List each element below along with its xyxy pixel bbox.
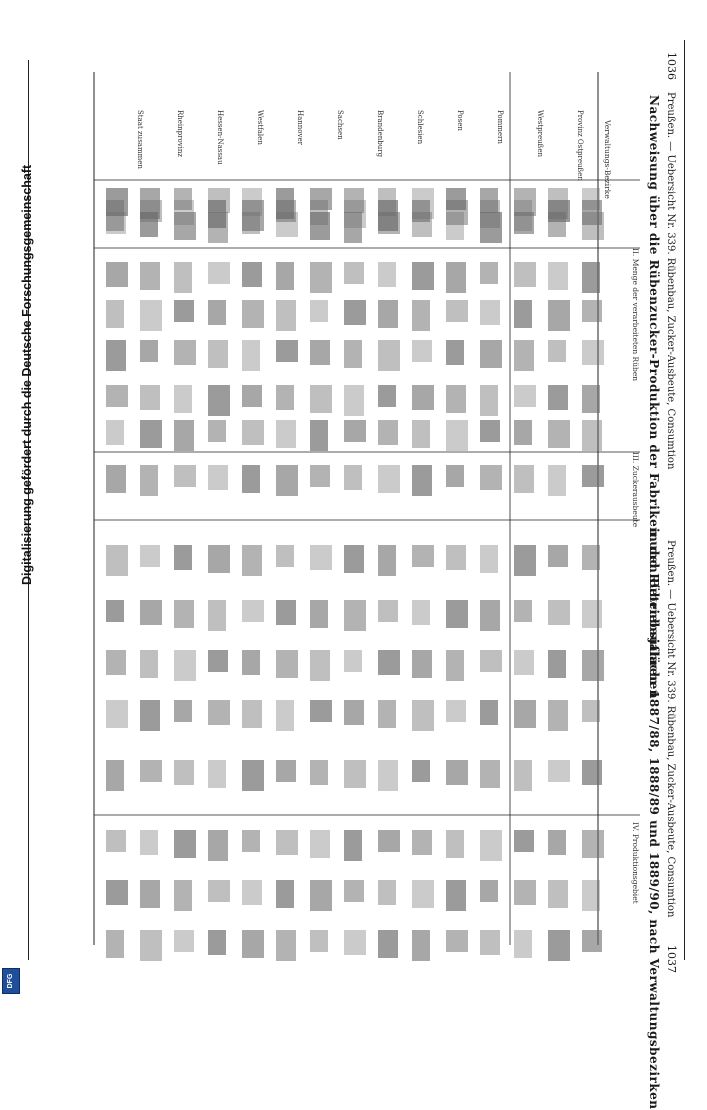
numeric-cell	[174, 650, 196, 681]
numeric-cell	[378, 880, 396, 905]
numeric-cell	[412, 300, 430, 331]
numeric-cell	[378, 385, 396, 407]
numeric-cell	[344, 830, 362, 861]
publication-header-left: Preußen. — Uebersicht Nr. 339. Rübenbau, Zucker-Ausbeute, Consumtion	[665, 92, 676, 470]
numeric-cell	[582, 420, 602, 451]
numeric-cell	[344, 420, 366, 442]
numeric-cell	[140, 650, 158, 678]
numeric-cell	[106, 830, 126, 852]
numeric-cell	[242, 930, 264, 958]
numeric-cell	[446, 340, 464, 365]
numeric-cell	[310, 465, 330, 487]
numeric-cell	[514, 340, 534, 371]
numeric-cell	[276, 465, 298, 496]
numeric-cell	[276, 930, 296, 961]
numeric-cell	[582, 545, 600, 570]
numeric-cell	[310, 385, 332, 413]
numeric-cell	[514, 262, 536, 287]
numeric-cell	[514, 930, 532, 958]
numeric-cell	[276, 420, 296, 448]
numeric-cell	[514, 420, 532, 445]
numeric-cell	[140, 700, 160, 731]
numeric-cell	[412, 880, 434, 908]
numeric-cell	[174, 212, 196, 240]
numeric-cell	[276, 760, 296, 782]
numeric-cell	[344, 700, 364, 725]
numeric-cell	[242, 880, 262, 905]
numeric-cell	[106, 650, 126, 675]
numeric-cell	[344, 760, 366, 788]
numeric-cell	[140, 385, 160, 410]
numeric-cell	[446, 420, 468, 451]
numeric-cell	[582, 700, 600, 722]
numeric-cell	[378, 300, 398, 328]
numeric-cell	[582, 600, 602, 628]
numeric-cell	[208, 420, 226, 442]
numeric-cell	[140, 600, 162, 625]
numeric-cell	[276, 650, 298, 678]
row-label: Provinz Ostpreußen	[576, 110, 584, 181]
numeric-cell	[310, 212, 330, 240]
numeric-cell	[106, 700, 128, 728]
numeric-cell	[106, 340, 126, 371]
numeric-cell	[548, 420, 570, 448]
numeric-cell	[480, 760, 500, 788]
numeric-cell	[514, 760, 532, 791]
numeric-cell	[446, 600, 468, 628]
numeric-cell	[140, 262, 160, 290]
numeric-cell	[412, 340, 432, 362]
numeric-cell	[344, 340, 362, 368]
numeric-cell	[514, 600, 532, 622]
numeric-cell	[582, 830, 604, 858]
numeric-cell	[582, 300, 602, 322]
numeric-cell	[548, 340, 566, 362]
row-label: Staat zusammen	[136, 110, 144, 169]
publication-header-right: Preußen. — Uebersicht Nr. 339. Rübenbau, Zucker-Ausbeute, Consumtion	[665, 540, 676, 918]
numeric-cell	[480, 465, 502, 490]
section-header-sugar: III. Zuckerausbeute	[631, 452, 640, 528]
numeric-cell	[378, 262, 396, 287]
numeric-cell	[378, 830, 400, 852]
numeric-cell	[378, 420, 398, 445]
section-header-production: IV. Produktionsgebiet	[631, 822, 640, 904]
numeric-cell	[514, 545, 536, 576]
numeric-cell	[208, 650, 228, 672]
numeric-cell	[412, 385, 434, 410]
dfg-logo	[2, 968, 20, 994]
numeric-cell	[208, 545, 230, 573]
numeric-cell	[446, 465, 464, 487]
numeric-cell	[242, 760, 264, 791]
numeric-cell	[276, 385, 294, 410]
numeric-cell	[208, 212, 228, 243]
numeric-cell	[106, 465, 126, 493]
numeric-cell	[378, 760, 398, 791]
numeric-cell	[174, 465, 196, 487]
numeric-cell	[548, 465, 566, 496]
numeric-cell	[548, 700, 568, 731]
numeric-cell	[378, 465, 400, 493]
numeric-cell	[480, 650, 502, 672]
numeric-cell	[310, 600, 328, 628]
numeric-cell	[106, 760, 124, 791]
numeric-cell	[276, 830, 298, 855]
numeric-cell	[174, 760, 194, 785]
numeric-cell	[514, 212, 534, 234]
numeric-cell	[378, 340, 400, 371]
numeric-cell	[140, 212, 158, 237]
numeric-cell	[242, 600, 264, 622]
numeric-cell	[480, 545, 498, 573]
numeric-cell	[140, 760, 162, 782]
numeric-cell	[344, 212, 362, 243]
dfg-logo-text: DFG	[7, 973, 14, 989]
numeric-cell	[174, 385, 192, 413]
numeric-cell	[208, 385, 230, 416]
numeric-cell	[310, 700, 332, 722]
numeric-cell	[106, 262, 128, 287]
numeric-cell	[412, 262, 434, 290]
numeric-cell	[344, 385, 364, 416]
numeric-cell	[174, 420, 194, 451]
numeric-cell	[480, 880, 498, 902]
numeric-cell	[446, 760, 468, 785]
numeric-cell	[208, 700, 230, 725]
numeric-cell	[446, 830, 464, 858]
numeric-cell	[174, 930, 194, 952]
numeric-cell	[446, 880, 466, 911]
numeric-cell	[106, 880, 128, 905]
numeric-cell	[208, 340, 228, 368]
numeric-cell	[412, 420, 430, 448]
row-label: Schlesien	[416, 110, 424, 145]
numeric-cell	[310, 262, 332, 293]
numeric-cell	[242, 262, 262, 287]
numeric-cell	[106, 545, 128, 576]
numeric-cell	[480, 212, 502, 243]
numeric-cell	[174, 700, 192, 722]
row-label: Posen	[456, 110, 464, 131]
numeric-cell	[208, 930, 226, 955]
numeric-cell	[310, 340, 330, 365]
row-label: Hannover	[296, 110, 304, 145]
numeric-cell	[276, 600, 296, 625]
numeric-cell	[412, 700, 434, 731]
numeric-cell	[106, 930, 124, 958]
numeric-cell	[242, 212, 260, 234]
numeric-cell	[446, 930, 468, 952]
section-header-beets: II. Menge der verarbeiteten Rüben	[631, 248, 640, 382]
numeric-cell	[344, 880, 364, 902]
numeric-cell	[208, 300, 226, 325]
numeric-cell	[106, 212, 126, 234]
section-header-districts: Verwaltungs-Bezirke	[603, 120, 612, 199]
numeric-cell	[548, 545, 568, 567]
numeric-cell	[344, 262, 364, 284]
numeric-cell	[106, 420, 124, 445]
numeric-cell	[412, 930, 430, 961]
numeric-cell	[140, 545, 160, 567]
numeric-cell	[242, 420, 264, 445]
row-label: Westpreußen	[536, 110, 544, 157]
numeric-cell	[276, 300, 296, 331]
row-label: Rheinprovinz	[176, 110, 184, 158]
numeric-cell	[174, 545, 192, 570]
numeric-cell	[446, 385, 466, 413]
row-label: Hessen-Nassau	[216, 110, 224, 165]
numeric-cell	[310, 300, 328, 322]
numeric-cell	[514, 465, 534, 493]
numeric-cell	[378, 930, 398, 958]
numeric-cell	[480, 340, 502, 368]
numeric-cell	[446, 545, 466, 570]
numeric-cell	[548, 830, 566, 855]
numeric-cell	[140, 340, 158, 362]
numeric-cell	[140, 465, 158, 496]
numeric-cell	[446, 650, 464, 681]
numeric-cell	[242, 300, 264, 328]
numeric-cell	[378, 545, 396, 576]
numeric-cell	[310, 545, 332, 570]
numeric-cell	[378, 600, 398, 622]
numeric-cell	[446, 262, 466, 293]
numeric-cell	[276, 212, 298, 237]
numeric-cell	[242, 385, 262, 407]
numeric-cell	[582, 385, 600, 413]
numeric-cell	[548, 262, 568, 290]
numeric-cell	[174, 600, 194, 628]
numeric-cell	[480, 385, 498, 416]
numeric-cell	[140, 880, 160, 908]
numeric-cell	[582, 760, 602, 785]
numeric-cell	[140, 300, 162, 331]
numeric-cell	[310, 930, 328, 952]
numeric-cell	[480, 262, 498, 284]
numeric-cell	[480, 930, 500, 955]
numeric-cell	[446, 212, 464, 240]
numeric-cell	[582, 465, 604, 487]
numeric-cell	[242, 830, 260, 852]
row-label: Pommern	[496, 110, 504, 144]
page-number-right: 1037	[665, 945, 678, 973]
numeric-cell	[378, 650, 400, 675]
numeric-cell	[174, 300, 194, 322]
numeric-cell	[276, 262, 294, 290]
numeric-cell	[548, 600, 570, 625]
numeric-cell	[140, 930, 162, 961]
numeric-cell	[310, 650, 330, 681]
numeric-cell	[548, 300, 570, 331]
table-title-part-2: in den Betriebsjahren 1887/88, 1888/89 und 1889/90, nach Verwaltungsbezirken	[647, 528, 661, 1110]
dfg-credit: Digitalisierung gefördert durch die Deutsche Forschungsgemeinschaft	[20, 164, 34, 585]
table-cells	[106, 188, 604, 961]
numeric-cell	[548, 760, 570, 782]
numeric-cell	[446, 300, 468, 322]
numeric-cell	[412, 545, 434, 567]
row-label: Westfalen	[256, 110, 264, 145]
numeric-cell	[480, 830, 502, 861]
numeric-cell	[242, 545, 262, 576]
numeric-cell	[208, 465, 228, 490]
numeric-cell	[412, 212, 432, 237]
numeric-cell	[412, 600, 430, 625]
numeric-cell	[480, 420, 500, 442]
numeric-cell	[412, 760, 430, 782]
numeric-cell	[548, 880, 568, 908]
numeric-cell	[276, 545, 294, 567]
numeric-cell	[548, 212, 566, 237]
numeric-cell	[344, 545, 364, 573]
numeric-cell	[310, 830, 330, 858]
numeric-cell	[582, 262, 600, 293]
numeric-cell	[514, 880, 536, 905]
numeric-cell	[480, 600, 500, 631]
numeric-cell	[514, 300, 532, 328]
numeric-cell	[582, 212, 604, 240]
numeric-cell	[412, 465, 432, 496]
numeric-cell	[582, 880, 600, 911]
numeric-cell	[514, 700, 536, 728]
numeric-cell	[174, 262, 192, 293]
numeric-cell	[140, 420, 162, 448]
numeric-cell	[106, 600, 124, 622]
numeric-cell	[242, 700, 262, 728]
numeric-cell	[514, 385, 536, 407]
numeric-cell	[242, 465, 260, 493]
numeric-cell	[106, 300, 124, 328]
numeric-cell	[174, 830, 196, 858]
numeric-cell	[106, 385, 128, 407]
numeric-cell	[344, 465, 362, 490]
row-label: Brandenburg	[376, 110, 384, 158]
numeric-cell	[344, 600, 366, 631]
numeric-cell	[548, 385, 568, 410]
numeric-cell	[582, 930, 602, 952]
numeric-cell	[344, 930, 366, 955]
numeric-cell	[310, 760, 328, 785]
numeric-cell	[174, 880, 192, 911]
numeric-cell	[344, 300, 366, 325]
numeric-cell	[480, 300, 500, 325]
numeric-cell	[140, 830, 158, 855]
numeric-cell	[446, 700, 466, 722]
numeric-cell	[208, 880, 230, 902]
numeric-cell	[310, 420, 328, 451]
numeric-cell	[344, 650, 362, 672]
numeric-cell	[514, 650, 534, 675]
numeric-cell	[242, 650, 260, 675]
numeric-cell	[480, 700, 498, 725]
numeric-cell	[242, 340, 260, 371]
numeric-cell	[208, 760, 226, 788]
numeric-cell	[548, 930, 570, 961]
numeric-cell	[582, 650, 604, 681]
row-label: Sachsen	[336, 110, 344, 140]
numeric-cell	[412, 650, 432, 678]
numeric-cell	[514, 830, 534, 852]
numeric-cell	[276, 880, 294, 908]
numeric-cell	[208, 830, 228, 861]
numeric-cell	[548, 650, 566, 678]
numeric-cell	[310, 880, 332, 911]
numeric-cell	[208, 600, 226, 631]
numeric-cell	[412, 830, 432, 855]
page-number-left: 1036	[665, 52, 678, 80]
numeric-cell	[378, 212, 400, 234]
numeric-cell	[276, 340, 298, 362]
numeric-cell	[378, 700, 396, 728]
numeric-cell	[208, 262, 230, 284]
numeric-cell	[582, 340, 604, 365]
numeric-cell	[276, 700, 294, 731]
numeric-cell	[174, 340, 196, 365]
table-title-part-1: Nachweisung über die Rübenzucker-Produktion der Fabriken und Rübenbauflächen	[647, 95, 661, 699]
